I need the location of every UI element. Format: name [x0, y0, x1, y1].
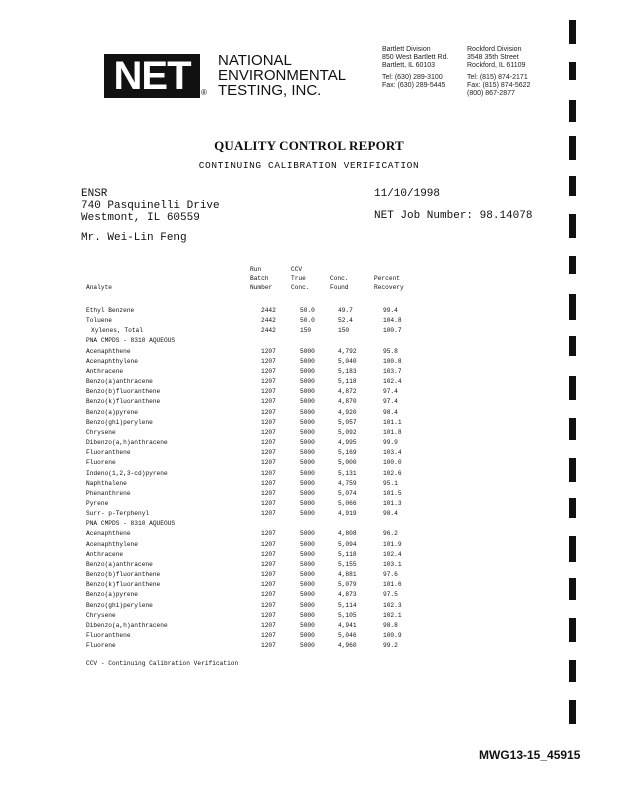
analyte-cell: Benzo(a)anthracene — [86, 378, 153, 386]
conc-found-cell: 5,066 — [338, 499, 357, 507]
header-line: Conc. — [291, 284, 310, 291]
percent-recovery-cell: 98.4 — [383, 408, 398, 416]
conc-found-cell: 5,155 — [338, 560, 357, 568]
analyte-cell: Chrysene — [86, 611, 116, 619]
scan-edge-mark — [569, 214, 576, 238]
conc-found-cell: 5,040 — [338, 357, 357, 365]
true-conc-cell — [300, 336, 338, 346]
conc-found-cell: 4,995 — [338, 439, 357, 447]
table-row — [86, 418, 423, 428]
scan-edge-mark — [569, 618, 576, 642]
scan-edge-mark — [569, 294, 576, 320]
conc-found-cell: 5,074 — [338, 489, 357, 497]
conc-found-cell: 4,881 — [338, 571, 357, 579]
batch-number-cell: 1207 — [261, 408, 276, 416]
true-conc-cell: 5000 — [300, 621, 315, 629]
conc-found-cell: 5,118 — [338, 378, 357, 386]
table-row — [86, 621, 423, 631]
scan-edge-mark — [569, 660, 576, 682]
percent-recovery-cell: 97.4 — [383, 398, 398, 406]
conc-found-cell: 5,046 — [338, 632, 357, 639]
rockford-division-address — [467, 46, 530, 98]
batch-number-cell: 1207 — [261, 540, 276, 548]
header-conc-found — [330, 265, 349, 292]
batch-number-cell: 1207 — [261, 499, 276, 507]
true-conc-cell: 5000 — [300, 571, 315, 579]
percent-recovery-cell: 102.4 — [383, 550, 402, 558]
analyte-cell: Ethyl Benzene — [86, 307, 135, 314]
conc-found-cell: 49.7 — [338, 307, 353, 314]
conc-found-cell: 5,118 — [338, 550, 357, 558]
table-row — [86, 540, 423, 550]
true-conc-cell: 5000 — [300, 540, 315, 548]
report-title: QUALITY CONTROL REPORT — [214, 138, 404, 153]
conc-found-cell: 5,114 — [338, 601, 357, 609]
report-date: 11/10/1998 — [374, 188, 441, 200]
batch-number-cell: 1207 — [261, 398, 276, 406]
true-conc-cell: 5000 — [300, 439, 315, 447]
header-line: Found — [330, 284, 349, 291]
header-line: Analyte — [86, 284, 112, 291]
report-subtitle: CONTINUING CALIBRATION VERIFICATION — [198, 160, 420, 171]
conc-found-cell: 4,960 — [338, 642, 357, 650]
conc-found-cell: 4,808 — [338, 530, 357, 538]
analyte-cell: Fluoranthene — [86, 449, 131, 457]
true-conc-cell: 5000 — [300, 499, 315, 507]
analyte-cell: Benzo(ghi)perylene — [86, 601, 153, 609]
percent-recovery-cell: 100.8 — [383, 357, 402, 365]
percent-recovery-cell: 102.1 — [383, 611, 402, 619]
table-row — [86, 570, 423, 580]
batch-number-cell: 1207 — [261, 489, 276, 497]
true-conc-cell: 5000 — [300, 449, 315, 457]
scan-edge-mark — [569, 336, 576, 356]
conc-found-cell — [338, 336, 383, 346]
true-conc-cell: 5000 — [300, 642, 315, 650]
percent-recovery-cell: 101.6 — [383, 581, 402, 589]
batch-number-cell: 2442 — [261, 317, 276, 325]
batch-number-cell: 1207 — [261, 469, 276, 477]
batch-number-cell: 1207 — [261, 378, 276, 386]
true-conc-cell: 5000 — [300, 357, 315, 365]
analyte-cell: Benzo(a)anthracene — [86, 560, 153, 568]
true-conc-cell — [300, 519, 338, 529]
percent-recovery-cell: 96.2 — [383, 530, 398, 538]
header-line: True — [291, 275, 306, 282]
true-conc-cell: 5000 — [300, 510, 315, 518]
percent-recovery-cell: 102.3 — [383, 601, 402, 609]
table-row — [86, 519, 423, 529]
batch-number-cell: 2442 — [261, 327, 276, 335]
analyte-cell: Dibenzo(a,h)anthracene — [86, 621, 168, 629]
analyte-cell: Benzo(a)pyrene — [86, 408, 138, 416]
header-line: Run — [250, 266, 262, 273]
scan-edge-mark — [569, 176, 576, 196]
batch-number-cell — [261, 336, 300, 346]
analyte-cell: Toluene — [86, 317, 112, 325]
conc-found-cell: 4,792 — [338, 347, 357, 355]
table-row — [86, 336, 423, 346]
analyte-cell: Anthracene — [86, 367, 124, 375]
analyte-cell: Phenanthrene — [86, 489, 131, 497]
batch-number-cell: 1207 — [261, 571, 276, 579]
conc-found-cell: 5,105 — [338, 611, 357, 619]
table-row — [86, 448, 423, 458]
true-conc-cell: 5000 — [300, 469, 315, 477]
company-logo: NET — [104, 54, 200, 98]
header-line — [86, 265, 206, 274]
table-row — [86, 611, 423, 621]
analyte-cell: Pyrene — [86, 499, 109, 507]
header-line — [330, 265, 349, 274]
batch-number-cell: 1207 — [261, 621, 276, 629]
job-number-label: NET Job Number: — [374, 210, 474, 222]
percent-recovery-cell: 100.0 — [383, 459, 402, 467]
percent-recovery-cell — [383, 519, 423, 529]
table-row — [86, 387, 423, 397]
conc-found-cell: 150 — [338, 327, 350, 335]
header-analyte — [86, 265, 206, 292]
analyte-cell: Surr- p-Terphenyl — [86, 510, 150, 518]
header-recovery — [374, 265, 404, 292]
percent-recovery-cell: 95.1 — [383, 479, 398, 487]
scan-edge-mark — [569, 136, 576, 160]
table-row — [86, 631, 423, 641]
company-name-line: TESTING, INC. — [218, 82, 322, 99]
analyte-cell: Fluorene — [86, 642, 116, 650]
conc-found-cell: 4,941 — [338, 621, 357, 629]
true-conc-cell: 5000 — [300, 530, 315, 538]
true-conc-cell: 5000 — [300, 550, 315, 558]
qc-results-body — [86, 306, 423, 651]
analyte-cell: Fluorene — [86, 459, 116, 467]
analyte-cell: Benzo(k)fluoranthene — [86, 581, 161, 589]
table-row — [86, 499, 423, 509]
batch-number-cell: 1207 — [261, 591, 276, 599]
address-line: Tel: (630) 289-3100 — [382, 74, 443, 81]
percent-recovery-cell: 101.5 — [383, 489, 402, 497]
header-line: Number — [250, 284, 273, 291]
percent-recovery-cell: 98.4 — [383, 510, 398, 518]
true-conc-cell: 150 — [300, 327, 312, 335]
analyte-cell: Benzo(k)fluoranthene — [86, 398, 161, 406]
company-name — [218, 53, 346, 98]
batch-number-cell: 1207 — [261, 601, 276, 609]
table-row — [86, 590, 423, 600]
conc-found-cell: 5,131 — [338, 469, 357, 477]
batch-number-cell: 1207 — [261, 439, 276, 447]
percent-recovery-cell: 100.7 — [383, 327, 402, 335]
scan-edge-mark — [569, 536, 576, 562]
address-line: Bartlett Division — [382, 46, 431, 53]
table-row — [86, 550, 423, 560]
header-line: CCV — [291, 266, 303, 273]
batch-number-cell: 1207 — [261, 560, 276, 568]
scan-edge-mark — [569, 418, 576, 440]
conc-found-cell: 4,759 — [338, 479, 357, 487]
percent-recovery-cell: 97.4 — [383, 388, 398, 396]
true-conc-cell: 5000 — [300, 367, 315, 375]
header-line — [86, 274, 206, 283]
true-conc-cell: 5000 — [300, 632, 315, 639]
table-row — [86, 306, 423, 316]
conc-found-cell: 4,873 — [338, 591, 357, 599]
address-line: (800) 867-2877 — [467, 90, 515, 97]
table-row — [86, 428, 423, 438]
batch-number-cell: 1207 — [261, 449, 276, 457]
percent-recovery-cell: 100.9 — [383, 632, 402, 639]
percent-recovery-cell: 99.2 — [383, 642, 398, 650]
table-row — [86, 326, 423, 336]
address-line: Fax: (815) 874-5622 — [467, 82, 531, 89]
header-line — [374, 265, 404, 274]
header-true-conc — [291, 265, 310, 292]
table-row — [86, 438, 423, 448]
table-row — [86, 601, 423, 611]
true-conc-cell: 50.0 — [300, 317, 315, 325]
scan-edge-mark — [569, 256, 576, 274]
batch-number-cell: 1207 — [261, 479, 276, 487]
address-line: Rockford Division — [467, 46, 522, 53]
company-name-line: ENVIRONMENTAL — [218, 67, 347, 84]
batch-number-cell: 1207 — [261, 632, 276, 639]
conc-found-cell: 4,919 — [338, 510, 357, 518]
analyte-cell: Naphthalene — [86, 479, 127, 487]
batch-number-cell: 1207 — [261, 550, 276, 558]
percent-recovery-cell: 97.5 — [383, 591, 398, 599]
percent-recovery-cell: 101.8 — [383, 428, 402, 436]
true-conc-cell: 5000 — [300, 398, 315, 406]
batch-number-cell: 1207 — [261, 357, 276, 365]
true-conc-cell: 5000 — [300, 459, 315, 467]
batch-number-cell: 1207 — [261, 459, 276, 467]
percent-recovery-cell: 103.7 — [383, 367, 402, 375]
scan-edge-mark — [569, 458, 576, 482]
footnote: CCV - Continuing Calibration Verification — [86, 660, 239, 667]
scan-edge-mark — [569, 62, 576, 80]
analyte-cell: Acenaphthene — [86, 530, 131, 538]
scan-edge-mark — [569, 100, 576, 122]
table-row — [86, 641, 423, 651]
client-line: 740 Pasquinelli Drive — [81, 200, 220, 212]
registered-mark: ® — [201, 88, 207, 97]
table-row — [86, 408, 423, 418]
scan-edge-mark — [569, 498, 576, 518]
percent-recovery-cell: 102.4 — [383, 378, 402, 386]
true-conc-cell: 5000 — [300, 378, 315, 386]
header-line: Percent — [374, 275, 400, 282]
address-line: 850 West Bartlett Rd. — [382, 54, 449, 61]
percent-recovery-cell: 98.8 — [383, 621, 398, 629]
table-row — [86, 397, 423, 407]
analyte-cell: Benzo(ghi)perylene — [86, 418, 153, 426]
header-line: Batch — [250, 275, 269, 282]
conc-found-cell: 4,872 — [338, 388, 357, 396]
percent-recovery-cell: 101.9 — [383, 540, 402, 548]
conc-found-cell: 5,057 — [338, 418, 357, 426]
analyte-cell: Benzo(b)fluoranthene — [86, 571, 161, 579]
batch-number-cell: 1207 — [261, 347, 276, 355]
percent-recovery-cell: 97.6 — [383, 571, 398, 579]
true-conc-cell: 5000 — [300, 418, 315, 426]
document-id: MWG13-15_45915 — [479, 748, 581, 762]
batch-number-cell: 1207 — [261, 611, 276, 619]
conc-found-cell: 5,169 — [338, 449, 357, 457]
table-row — [86, 560, 423, 570]
percent-recovery-cell — [383, 336, 423, 346]
scan-edge-mark — [569, 700, 576, 724]
client-line: ENSR — [81, 188, 108, 200]
analyte-cell: Chrysene — [86, 428, 116, 436]
table-row — [86, 580, 423, 590]
header-line: Recovery — [374, 284, 404, 291]
address-line: Rockford, IL 61109 — [467, 62, 526, 69]
table-row — [86, 469, 423, 479]
analyte-cell: Xylenes, Total — [91, 327, 143, 335]
batch-number-cell: 2442 — [261, 307, 276, 314]
true-conc-cell: 5000 — [300, 611, 315, 619]
company-name-line: NATIONAL — [218, 52, 292, 69]
true-conc-cell: 5000 — [300, 479, 315, 487]
true-conc-cell: 5000 — [300, 489, 315, 497]
conc-found-cell — [338, 519, 383, 529]
analyte-cell: PNA CMPDS - 8310 AQUEOUS — [86, 520, 176, 528]
header-batch — [250, 265, 272, 292]
analyte-cell: Acenaphthene — [86, 347, 131, 355]
table-row — [86, 458, 423, 468]
batch-number-cell: 1207 — [261, 428, 276, 436]
conc-found-cell: 4,870 — [338, 398, 357, 406]
analyte-cell: Indeno(1,2,3-cd)pyrene — [86, 469, 168, 477]
batch-number-cell: 1207 — [261, 581, 276, 589]
bartlett-division-address — [382, 46, 448, 90]
batch-number-cell: 1207 — [261, 388, 276, 396]
table-row — [86, 529, 423, 539]
conc-found-cell: 4,920 — [338, 408, 357, 416]
true-conc-cell: 5000 — [300, 581, 315, 589]
true-conc-cell: 50.0 — [300, 307, 315, 314]
batch-number-cell: 1207 — [261, 367, 276, 375]
percent-recovery-cell: 99.4 — [383, 307, 398, 314]
address-line: Tel: (815) 874-2171 — [467, 74, 528, 81]
analyte-cell: Acenaphthylene — [86, 540, 138, 548]
batch-number-cell: 1207 — [261, 510, 276, 518]
conc-found-cell: 5,079 — [338, 581, 357, 589]
conc-found-cell: 5,092 — [338, 428, 357, 436]
address-line: Bartlett, IL 60103 — [382, 62, 436, 69]
table-row — [86, 489, 423, 499]
table-row — [86, 357, 423, 367]
table-row — [86, 509, 423, 519]
table-row — [86, 316, 423, 326]
conc-found-cell: 5,000 — [338, 459, 357, 467]
table-row — [86, 347, 423, 357]
true-conc-cell: 5000 — [300, 347, 315, 355]
address-line: Fax: (630) 289-5445 — [382, 82, 446, 89]
scan-edge-mark — [569, 20, 576, 44]
analyte-cell: Anthracene — [86, 550, 124, 558]
conc-found-cell: 5,094 — [338, 540, 357, 548]
scan-edge-mark — [569, 578, 576, 600]
true-conc-cell: 5000 — [300, 591, 315, 599]
analyte-cell: Benzo(a)pyrene — [86, 591, 138, 599]
qc-results-table — [86, 306, 423, 651]
percent-recovery-cell: 101.1 — [383, 418, 402, 426]
batch-number-cell — [261, 519, 300, 529]
batch-number-cell: 1207 — [261, 642, 276, 650]
analyte-cell: Fluoranthene — [86, 632, 131, 639]
attention-line: Mr. Wei-Lin Feng — [81, 232, 187, 244]
batch-number-cell: 1207 — [261, 418, 276, 426]
percent-recovery-cell: 102.6 — [383, 469, 402, 477]
percent-recovery-cell: 103.4 — [383, 449, 402, 457]
address-line: 3548 35th Street — [467, 54, 519, 61]
percent-recovery-cell: 104.8 — [383, 317, 402, 325]
table-row — [86, 479, 423, 489]
analyte-cell: Benzo(b)fluoranthene — [86, 388, 161, 396]
job-number-line — [374, 210, 532, 222]
batch-number-cell: 1207 — [261, 530, 276, 538]
scan-edge-mark — [569, 376, 576, 400]
percent-recovery-cell: 103.1 — [383, 560, 402, 568]
job-number: 98.14078 — [479, 210, 533, 222]
true-conc-cell: 5000 — [300, 560, 315, 568]
analyte-cell: PNA CMPDS - 8310 AQUEOUS — [86, 337, 176, 345]
header-line: Conc. — [330, 275, 349, 282]
percent-recovery-cell: 99.9 — [383, 439, 398, 447]
percent-recovery-cell: 95.8 — [383, 347, 398, 355]
conc-found-cell: 5,183 — [338, 367, 357, 375]
client-line: Westmont, IL 60559 — [81, 212, 200, 224]
analyte-cell: Dibenzo(a,h)anthracene — [86, 439, 168, 447]
true-conc-cell: 5000 — [300, 388, 315, 396]
conc-found-cell: 52.4 — [338, 317, 353, 325]
table-row — [86, 367, 423, 377]
table-row — [86, 377, 423, 387]
percent-recovery-cell: 101.3 — [383, 499, 402, 507]
true-conc-cell: 5000 — [300, 601, 315, 609]
true-conc-cell: 5000 — [300, 408, 315, 416]
client-address — [81, 188, 220, 224]
analyte-cell: Acenaphthylene — [86, 357, 138, 365]
true-conc-cell: 5000 — [300, 428, 315, 436]
